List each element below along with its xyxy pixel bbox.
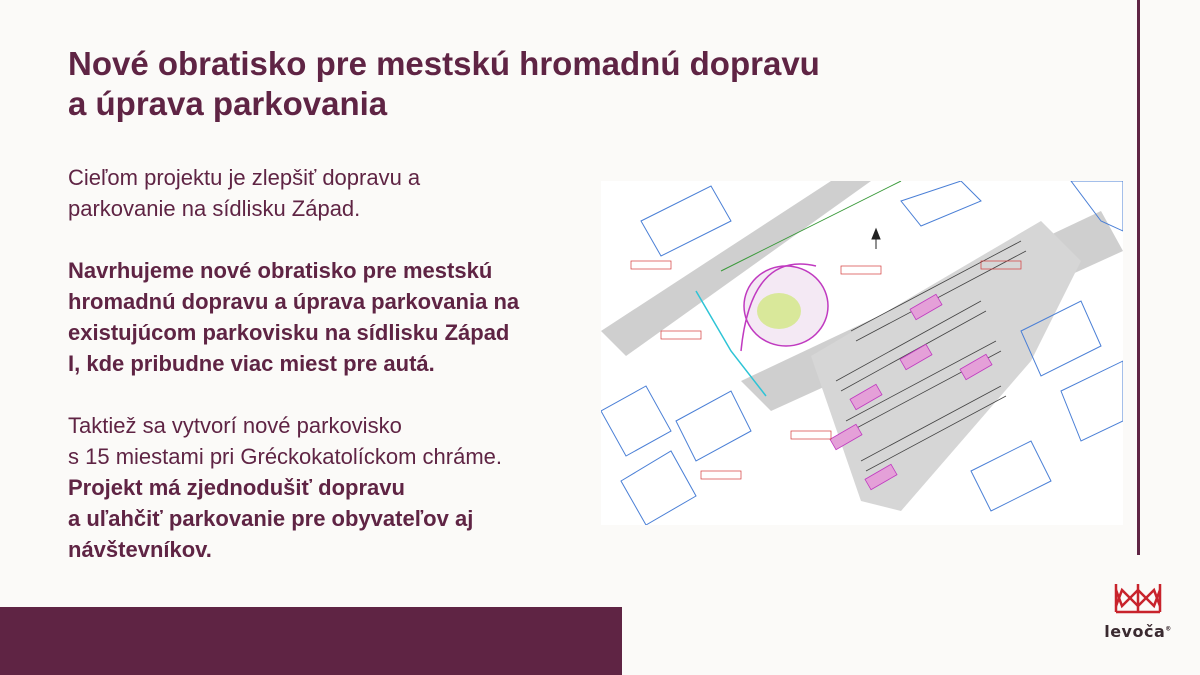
paragraph-parking-line: Taktiež sa vytvorí nové parkovisko [68, 413, 402, 438]
paragraph-proposal-line: Navrhujeme nové obratisko pre mestskú [68, 258, 493, 283]
bottom-accent-bar [0, 607, 622, 675]
body-text [68, 162, 608, 565]
vertical-divider [1137, 0, 1140, 555]
paragraph-parking-line: Projekt má zjednodušiť dopravu [68, 475, 405, 500]
paragraph-parking-line: a uľahčiť parkovanie pre obyvateľov aj [68, 506, 474, 531]
title-line-1: Nové obratisko pre mestskú hromadnú dopravu [68, 45, 820, 82]
page-title [68, 44, 968, 124]
paragraph-proposal-line: hromadnú dopravu a úprava parkovania na [68, 289, 520, 314]
logo-wordmark [1098, 622, 1178, 641]
paragraph-proposal-line: existujúcom parkovisku na sídlisku Západ [68, 320, 510, 345]
paragraph-proposal-line: I, kde pribudne viac miest pre autá. [68, 351, 435, 376]
paragraph-parking [68, 410, 608, 565]
paragraph-proposal [68, 255, 608, 379]
logo-text: levoča [1104, 622, 1166, 641]
paragraph-goal-line: Cieľom projektu je zlepšiť dopravu a [68, 165, 421, 190]
paragraph-parking-line: návštevníkov. [68, 537, 212, 562]
paragraph-goal [68, 162, 608, 224]
paragraph-parking-line: s 15 miestami pri Gréckokatolíckom chráme. [68, 444, 503, 469]
site-plan-drawing [601, 181, 1123, 525]
site-plan-image [601, 181, 1123, 525]
paragraph-goal-line: parkovanie na sídlisku Západ. [68, 196, 361, 221]
registered-mark: ® [1165, 625, 1172, 633]
title-line-2: a úprava parkovania [68, 85, 388, 122]
